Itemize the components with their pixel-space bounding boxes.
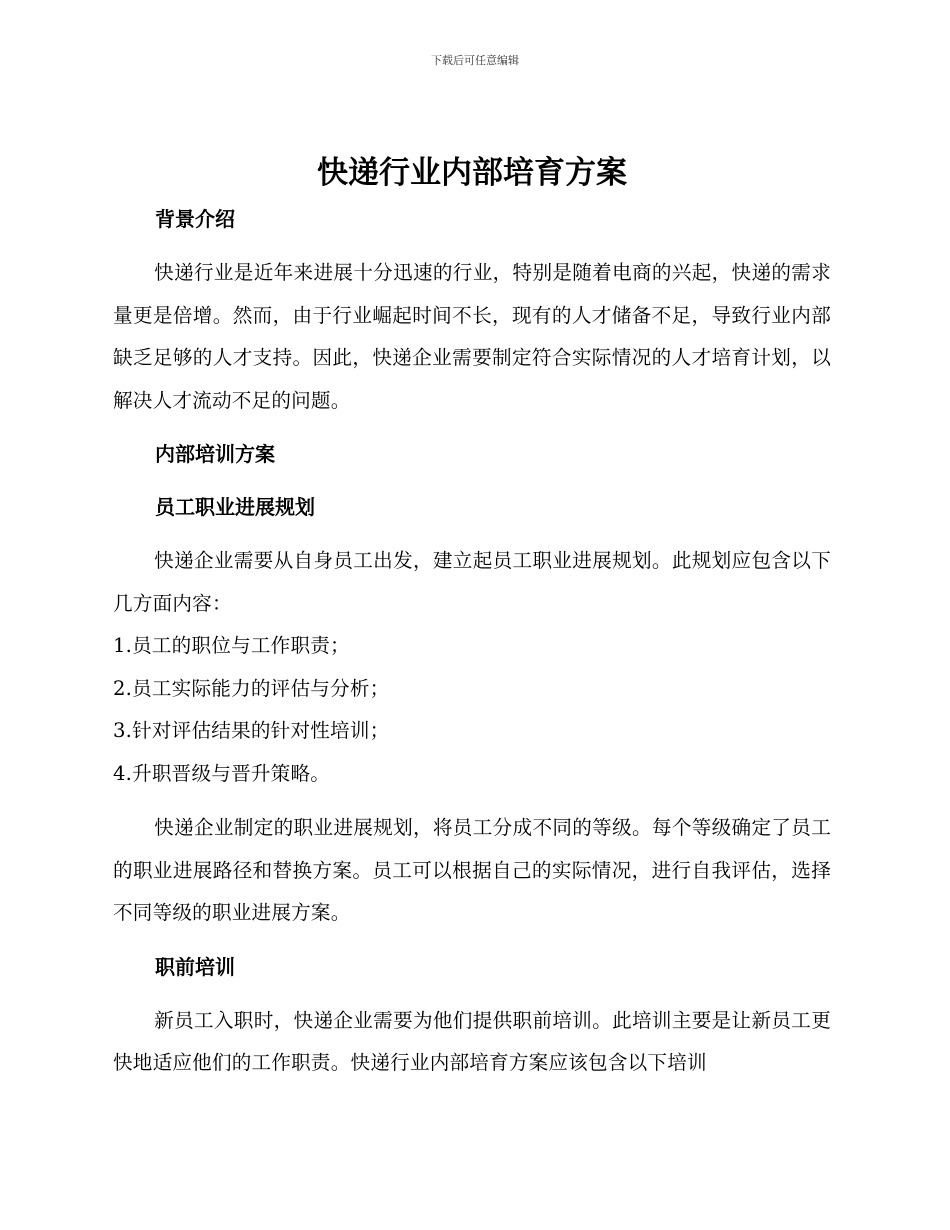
section-heading-internal-training: 内部培训方案 [155, 442, 275, 466]
list-item: 2.员工实际能力的评估与分析； [113, 676, 390, 700]
section-heading-career-planning: 员工职业进展规划 [155, 495, 315, 519]
list-item: 1.员工的职位与工作职责； [113, 634, 350, 657]
page-header-note: 下载后可任意编辑 [431, 54, 519, 67]
section-heading-pre-job-training: 职前培训 [155, 954, 235, 979]
section-heading-background: 背景介绍 [155, 207, 235, 231]
career-planning-detail-paragraph: 快递企业制定的职业进展规划，将员工分成不同的等级。每个等级确定了员工的职业进展路径和替换方案。员工可以根据自己的实际情况，进行自我评估，选择不同等级的职业进展方案。 [113, 816, 831, 924]
document-title: 快递行业内部培育方案 [317, 155, 627, 191]
list-item: 3.针对评估结果的针对性培训； [113, 719, 390, 742]
background-paragraph: 快递行业是近年来进展十分迅速的行业，特别是随着电商的兴起，快递的需求量更是倍增。然而，由于行业崛起时间不长，现有的人才储备不足，导致行业内部缺乏足够的人才支持。因此，快递企业需要制定符合实际情况的人才培育计划，以解决人才流动不足的问题。 [113, 261, 831, 412]
pre-job-training-paragraph: 新员工入职时，快递企业需要为他们提供职前培训。此培训主要是让新员工更快地适应他们的工作职责。快递行业内部培育方案应该包含以下培训 [113, 1008, 831, 1074]
list-item: 4.升职晋级与晋升策略。 [113, 761, 331, 785]
document-body [113, 148, 831, 1085]
career-planning-intro-paragraph: 快递企业需要从自身员工出发，建立起员工职业进展规划。此规划应包含以下几方面内容： [113, 549, 831, 615]
